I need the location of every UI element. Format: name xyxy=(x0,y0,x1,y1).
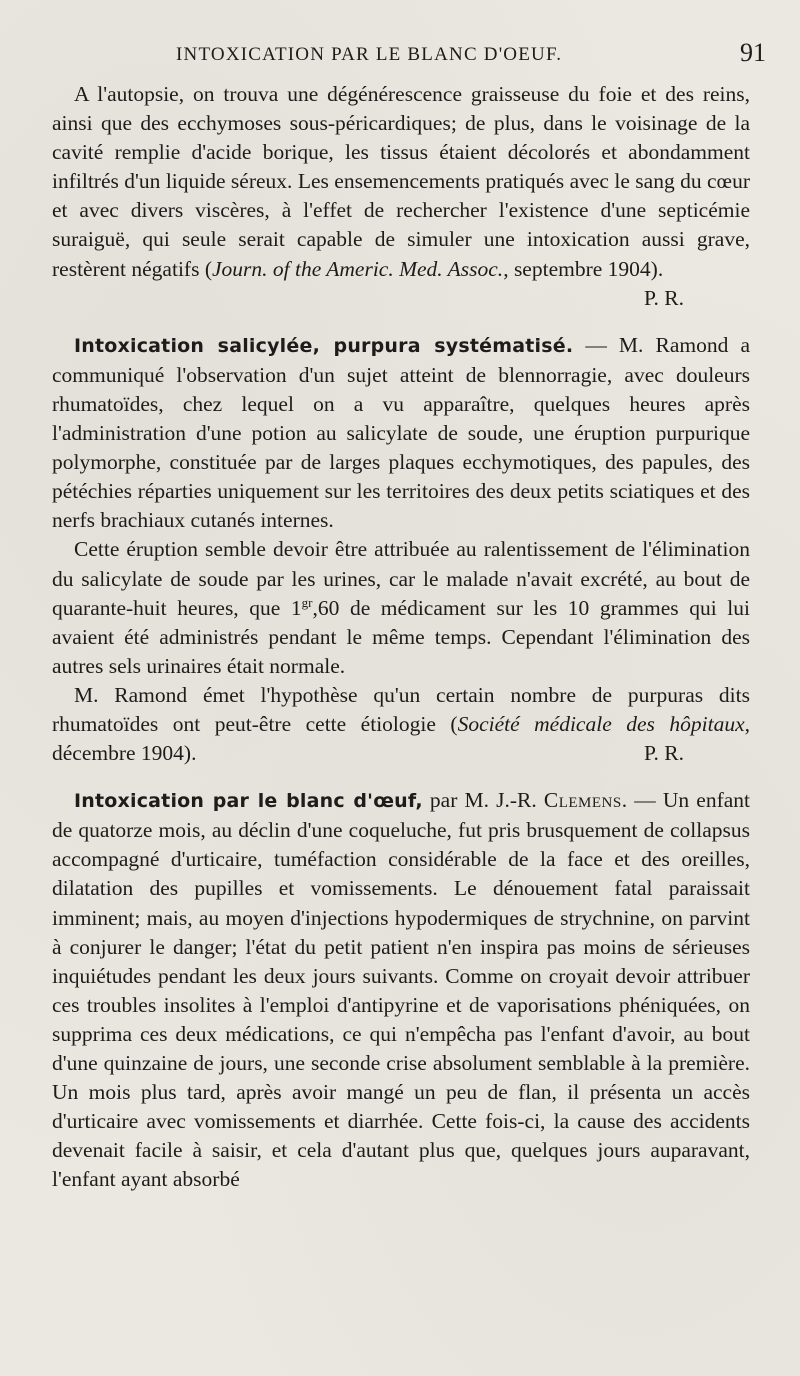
section-blanc-oeuf-text: . — Un enfant de quatorze mois, au déclin d'une coqueluche, fut pris brusquement de collapsus accompagné d'urticaire, tuméfaction considérable de la face et des oreilles, dilatation des pupilles et vomissements. Le dénouement fatal paraissait imminent; mais, au moyen d'injections hypodermiques de strychnine, on parvint à conjurer le danger; l'état du petit patient n'en inspira pas moins de sérieuses inquiétudes pendant les deux jours suivants. Comme on croyait devoir attribuer ces troubles insolites à l'emploi d'antipyrine et de vaporisations phéniquées, on supprima ces deux médications, ce qui n'empêcha pas l'enfant d'avoir, au bout d'une quinzaine de jours, une seconde crise absolument semblable à la première. Un mois plus tard, après avoir mangé un peu de flan, il présenta un accès d'urticaire avec vomissements et diarrhée. Cette fois-ci, la cause des accidents devenait facile à saisir, et cela d'autant plus que, quelques jours auparavant, l'enfant ayant absorbé xyxy=(52,788,750,1192)
author-name: Clemens xyxy=(543,788,622,813)
paragraph-hypothesis-b: , décembre 1904). xyxy=(52,711,750,766)
paragraph-hypothesis-a: M. Ramond émet l'hypothèse qu'un certain nombre de purpuras dits rhumatoïdes ont peut-être cette étiologie ( xyxy=(52,682,750,736)
section-title-blanc-oeuf: Intoxication par le blanc d'œuf, xyxy=(74,790,423,813)
journal-citation: Journ. of the Americ. Med. Assoc. xyxy=(211,256,504,281)
paragraph-elimination-b: ,60 de médicament sur les 10 grammes qui lui avaient été administrés pendant le même temps. Cependant l'élimination des autres sels urinaires était normale. xyxy=(52,595,750,678)
signature-2: P. R. xyxy=(643,741,684,766)
section-blanc-oeuf xyxy=(52,786,750,1194)
paragraph-autopsy xyxy=(52,80,750,313)
section-blanc-oeuf-by: par M. J.-R. xyxy=(422,788,544,813)
source-citation: Société médicale des hôpitaux xyxy=(457,711,745,736)
signature-1: P. R. xyxy=(643,285,684,310)
running-title: INTOXICATION PAR LE BLANC D'OEUF. xyxy=(176,44,563,65)
paragraph-autopsy-tail: , septembre 1904). xyxy=(503,256,664,281)
section-title-salicylee: Intoxication salicylée, purpura systématisé. xyxy=(74,334,574,357)
paragraph-elimination xyxy=(52,535,750,680)
section-salicylee xyxy=(52,331,750,536)
paragraph-autopsy-text: A l'autopsie, on trouva une dégénérescence graisseuse du foie et des reins, ainsi que des ecchymoses sous-péricardiques; de plus, dans le voisinage de la cavité remplie d'acide borique, les tissus étaient décolorés et abondamment infiltrés d'un liquide séreux. Les ensemencements pratiqués avec le sang du cœur et avec divers viscères, à l'effet de rechercher l'existence d'une septicémie suraiguë, qui seule serait capable de simuler une intoxication aussi grave, restèrent négatifs ( xyxy=(52,82,750,281)
section-salicylee-lead: — M. Ramond a communiqué l'observation d'un sujet atteint de blennorragie, avec douleurs rhumatoïdes, chez lequel on a vu apparaître, quelques heures après l'administration d'une potion au salicylate de soude, une éruption purpurique polymorphe, constituée par de larges plaques ecchymotiques, des papules, des pétéchies réparties uniquement sur les territoires des deux petits sciatiques et des nerfs brachiaux cutanés internes. xyxy=(52,332,750,533)
paragraph-hypothesis xyxy=(52,681,750,768)
unit-superscript: gr xyxy=(301,594,313,610)
page-header xyxy=(0,38,800,72)
body-text xyxy=(52,80,750,1194)
paragraph-elimination-a: Cette éruption semble devoir être attribuée au ralentissement de l'élimination du salicylate de soude par les urines, car le malade n'avait excrété, au bout de quarante-huit heures, que 1 xyxy=(52,537,750,620)
page-number: 91 xyxy=(740,38,766,67)
